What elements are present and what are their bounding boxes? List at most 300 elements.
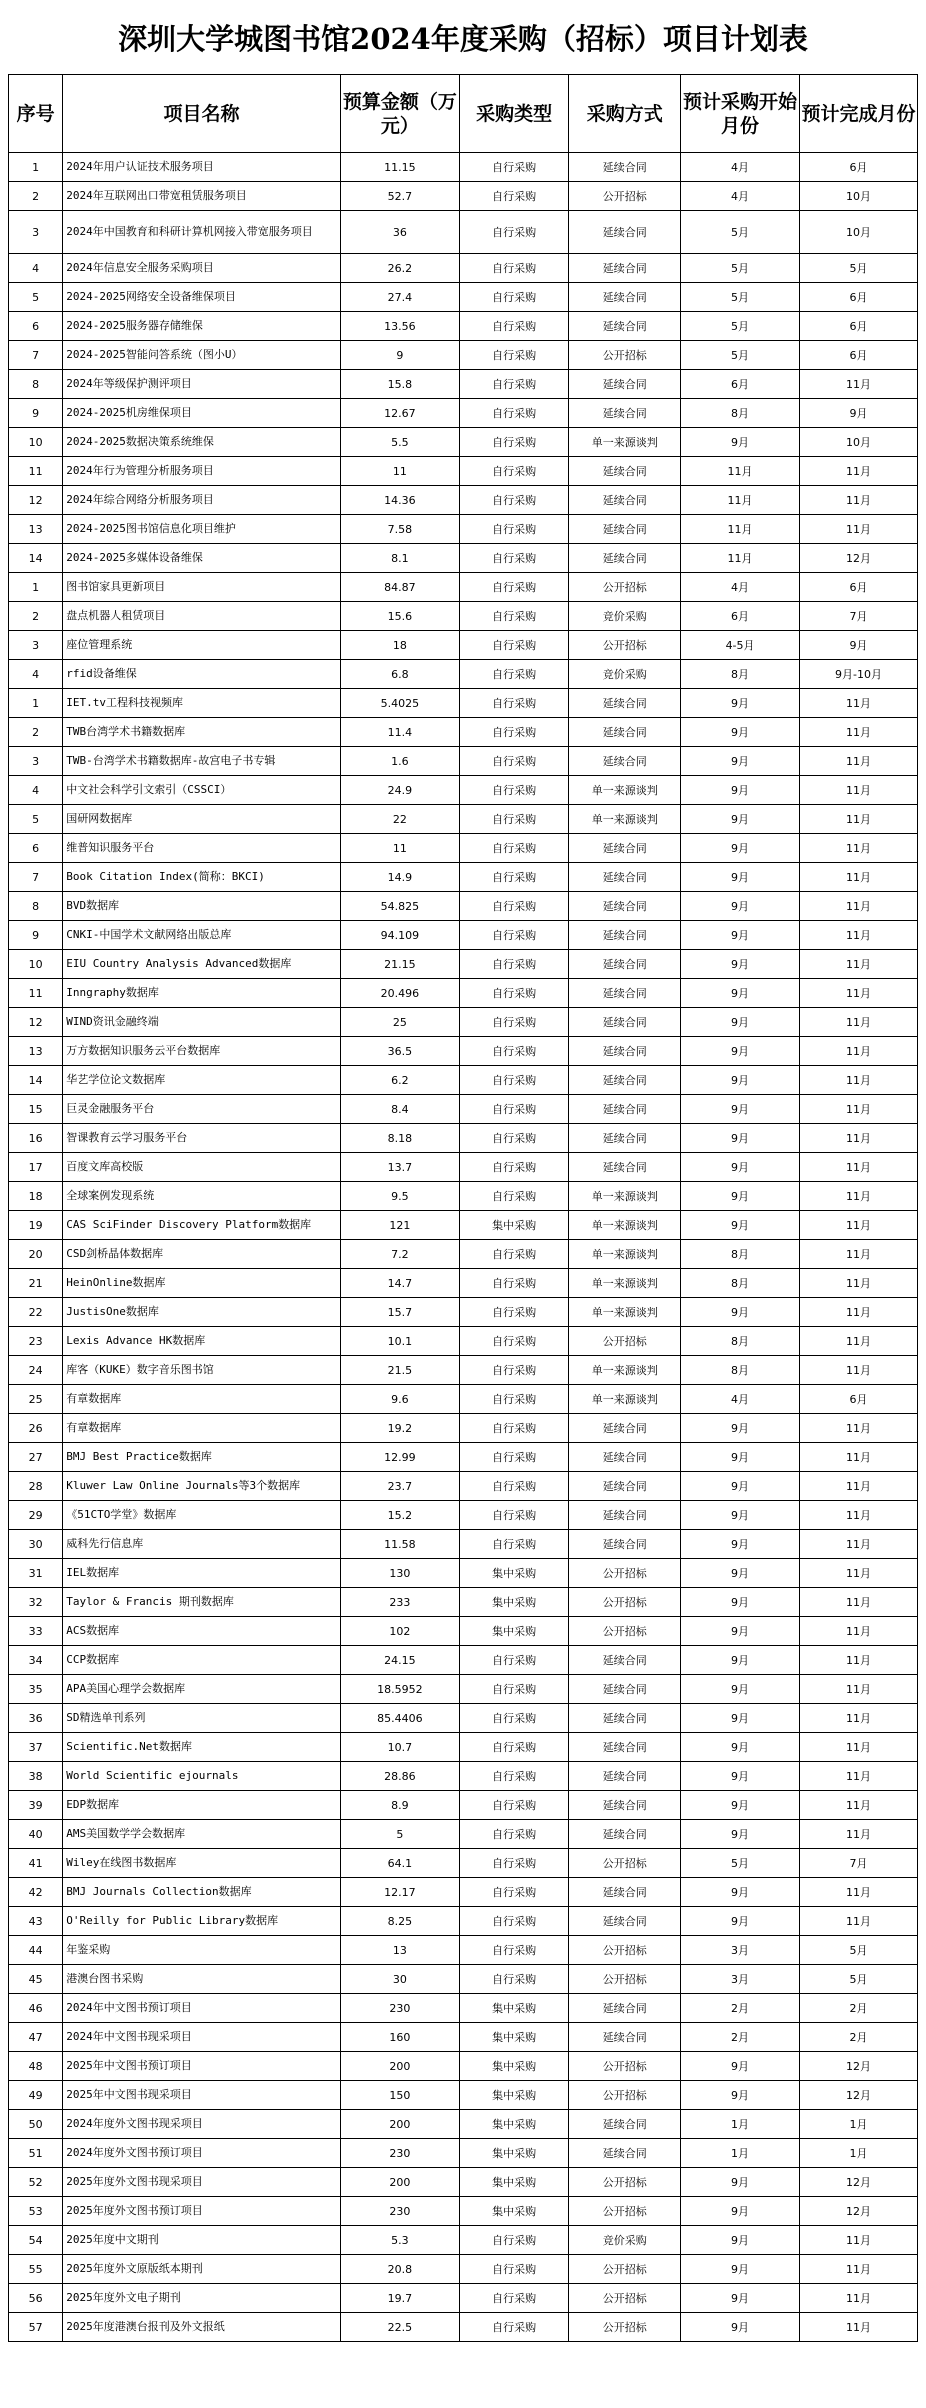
cell-budget: 21.5: [340, 1356, 459, 1385]
cell-name: 华艺学位论文数据库: [63, 1066, 341, 1095]
cell-start: 9月: [681, 1588, 800, 1617]
cell-start: 6月: [681, 370, 800, 399]
cell-type: 自行采购: [459, 1820, 569, 1849]
cell-budget: 230: [340, 1994, 459, 2023]
cell-start: 4-5月: [681, 631, 800, 660]
cell-budget: 13: [340, 1936, 459, 1965]
cell-start: 9月: [681, 834, 800, 863]
cell-start: 3月: [681, 1965, 800, 1994]
cell-name: Inngraphy数据库: [63, 979, 341, 1008]
table-row: [9, 1675, 918, 1704]
cell-num: 22: [9, 1298, 63, 1327]
cell-type: 自行采购: [459, 1037, 569, 1066]
cell-start: 9月: [681, 689, 800, 718]
cell-end: 11月: [800, 2313, 918, 2342]
cell-end: 11月: [800, 1472, 918, 1501]
cell-start: 4月: [681, 573, 800, 602]
cell-start: 5月: [681, 1849, 800, 1878]
cell-type: 集中采购: [459, 2023, 569, 2052]
cell-name: 维普知识服务平台: [63, 834, 341, 863]
cell-method: 延续合同: [569, 1472, 681, 1501]
cell-method: 延续合同: [569, 1791, 681, 1820]
cell-budget: 8.25: [340, 1907, 459, 1936]
cell-end: 2月: [800, 2023, 918, 2052]
cell-num: 2: [9, 182, 63, 211]
cell-name: 2024年信息安全服务采购项目: [63, 254, 341, 283]
cell-start: 9月: [681, 2081, 800, 2110]
cell-start: 8月: [681, 660, 800, 689]
cell-end: 12月: [800, 2052, 918, 2081]
cell-method: 延续合同: [569, 863, 681, 892]
cell-end: 12月: [800, 2197, 918, 2226]
table-row: [9, 2139, 918, 2168]
cell-num: 3: [9, 747, 63, 776]
cell-method: 延续合同: [569, 921, 681, 950]
cell-start: 9月: [681, 2226, 800, 2255]
cell-end: 12月: [800, 2168, 918, 2197]
cell-budget: 8.9: [340, 1791, 459, 1820]
cell-end: 10月: [800, 182, 918, 211]
cell-budget: 36: [340, 211, 459, 254]
table-row: [9, 341, 918, 370]
cell-type: 自行采购: [459, 805, 569, 834]
cell-type: 集中采购: [459, 2081, 569, 2110]
cell-method: 延续合同: [569, 1501, 681, 1530]
cell-type: 自行采购: [459, 602, 569, 631]
table-row: [9, 254, 918, 283]
cell-end: 11月: [800, 892, 918, 921]
table-row: [9, 747, 918, 776]
cell-end: 12月: [800, 544, 918, 573]
table-row: [9, 153, 918, 182]
cell-budget: 54.825: [340, 892, 459, 921]
cell-start: 9月: [681, 1153, 800, 1182]
cell-start: 9月: [681, 1791, 800, 1820]
cell-budget: 10.7: [340, 1733, 459, 1762]
table-row: [9, 834, 918, 863]
cell-budget: 12.17: [340, 1878, 459, 1907]
cell-start: 9月: [681, 1414, 800, 1443]
cell-num: 3: [9, 631, 63, 660]
cell-num: 49: [9, 2081, 63, 2110]
table-row: [9, 399, 918, 428]
cell-budget: 11: [340, 457, 459, 486]
cell-start: 3月: [681, 1936, 800, 1965]
cell-method: 延续合同: [569, 950, 681, 979]
cell-method: 延续合同: [569, 370, 681, 399]
cell-method: 延续合同: [569, 544, 681, 573]
cell-budget: 230: [340, 2139, 459, 2168]
cell-num: 16: [9, 1124, 63, 1153]
cell-name: CNKI-中国学术文献网络出版总库: [63, 921, 341, 950]
cell-budget: 13.56: [340, 312, 459, 341]
cell-method: 延续合同: [569, 1704, 681, 1733]
table-row: [9, 1588, 918, 1617]
cell-start: 9月: [681, 1704, 800, 1733]
table-row: [9, 1443, 918, 1472]
cell-start: 9月: [681, 1820, 800, 1849]
cell-num: 11: [9, 457, 63, 486]
cell-name: CSD剑桥晶体数据库: [63, 1240, 341, 1269]
cell-name: 万方数据知识服务云平台数据库: [63, 1037, 341, 1066]
cell-budget: 12.99: [340, 1443, 459, 1472]
cell-num: 20: [9, 1240, 63, 1269]
cell-name: 2025年中文图书预订项目: [63, 2052, 341, 2081]
table-row: [9, 1820, 918, 1849]
cell-budget: 12.67: [340, 399, 459, 428]
cell-name: 百度文库高校版: [63, 1153, 341, 1182]
cell-name: 2025年度港澳台报刊及外文报纸: [63, 2313, 341, 2342]
cell-method: 公开招标: [569, 1617, 681, 1646]
cell-end: 11月: [800, 1791, 918, 1820]
cell-type: 自行采购: [459, 718, 569, 747]
cell-end: 11月: [800, 1356, 918, 1385]
cell-method: 延续合同: [569, 1994, 681, 2023]
cell-end: 11月: [800, 950, 918, 979]
cell-num: 9: [9, 921, 63, 950]
cell-end: 10月: [800, 428, 918, 457]
cell-method: 延续合同: [569, 1037, 681, 1066]
cell-budget: 7.2: [340, 1240, 459, 1269]
cell-type: 自行采购: [459, 1414, 569, 1443]
cell-budget: 22.5: [340, 2313, 459, 2342]
cell-method: 延续合同: [569, 1443, 681, 1472]
cell-method: 公开招标: [569, 573, 681, 602]
cell-method: 公开招标: [569, 1588, 681, 1617]
cell-method: 延续合同: [569, 254, 681, 283]
cell-num: 1: [9, 573, 63, 602]
table-row: [9, 2313, 918, 2342]
cell-budget: 11: [340, 834, 459, 863]
cell-type: 集中采购: [459, 1211, 569, 1240]
cell-end: 11月: [800, 805, 918, 834]
cell-num: 9: [9, 399, 63, 428]
cell-end: 7月: [800, 1849, 918, 1878]
table-body: [9, 153, 918, 2342]
table-row: [9, 544, 918, 573]
cell-start: 8月: [681, 1327, 800, 1356]
cell-num: 27: [9, 1443, 63, 1472]
cell-end: 11月: [800, 1617, 918, 1646]
cell-type: 自行采购: [459, 1733, 569, 1762]
header-name: 项目名称: [63, 75, 341, 153]
cell-end: 11月: [800, 1124, 918, 1153]
cell-name: ACS数据库: [63, 1617, 341, 1646]
cell-name: EIU Country Analysis Advanced数据库: [63, 950, 341, 979]
cell-type: 自行采购: [459, 182, 569, 211]
cell-type: 自行采购: [459, 1443, 569, 1472]
cell-name: 座位管理系统: [63, 631, 341, 660]
cell-type: 自行采购: [459, 1385, 569, 1414]
cell-type: 自行采购: [459, 747, 569, 776]
cell-start: 9月: [681, 1646, 800, 1675]
cell-end: 9月: [800, 631, 918, 660]
cell-type: 自行采购: [459, 486, 569, 515]
cell-budget: 84.87: [340, 573, 459, 602]
cell-budget: 130: [340, 1559, 459, 1588]
cell-type: 自行采购: [459, 1356, 569, 1385]
table-row: [9, 1153, 918, 1182]
cell-name: AMS美国数学学会数据库: [63, 1820, 341, 1849]
table-row: [9, 863, 918, 892]
cell-type: 集中采购: [459, 1994, 569, 2023]
cell-start: 4月: [681, 1385, 800, 1414]
cell-num: 8: [9, 892, 63, 921]
cell-start: 9月: [681, 863, 800, 892]
cell-method: 延续合同: [569, 892, 681, 921]
table-row: [9, 660, 918, 689]
cell-start: 4月: [681, 153, 800, 182]
table-row: [9, 1008, 918, 1037]
cell-start: 9月: [681, 1907, 800, 1936]
cell-num: 36: [9, 1704, 63, 1733]
cell-budget: 14.7: [340, 1269, 459, 1298]
cell-num: 7: [9, 863, 63, 892]
cell-method: 公开招标: [569, 1849, 681, 1878]
cell-end: 11月: [800, 1095, 918, 1124]
header-method: 采购方式: [569, 75, 681, 153]
cell-num: 55: [9, 2255, 63, 2284]
cell-start: 8月: [681, 1240, 800, 1269]
cell-type: 自行采购: [459, 950, 569, 979]
cell-num: 10: [9, 428, 63, 457]
cell-end: 11月: [800, 1762, 918, 1791]
cell-end: 11月: [800, 1414, 918, 1443]
table-row: [9, 2110, 918, 2139]
cell-name: 中文社会科学引文索引（CSSCI）: [63, 776, 341, 805]
cell-end: 11月: [800, 1530, 918, 1559]
cell-budget: 15.8: [340, 370, 459, 399]
cell-method: 单一来源谈判: [569, 1298, 681, 1327]
cell-type: 集中采购: [459, 2139, 569, 2168]
cell-type: 自行采购: [459, 631, 569, 660]
cell-type: 自行采购: [459, 2284, 569, 2313]
cell-start: 9月: [681, 1617, 800, 1646]
cell-method: 延续合同: [569, 718, 681, 747]
cell-end: 11月: [800, 457, 918, 486]
cell-name: 2025年度外文图书现采项目: [63, 2168, 341, 2197]
cell-start: 9月: [681, 1559, 800, 1588]
cell-budget: 23.7: [340, 1472, 459, 1501]
cell-type: 自行采购: [459, 689, 569, 718]
table-row: [9, 573, 918, 602]
cell-end: 11月: [800, 1269, 918, 1298]
cell-name: World Scientific ejournals: [63, 1762, 341, 1791]
cell-budget: 15.7: [340, 1298, 459, 1327]
cell-type: 自行采购: [459, 544, 569, 573]
cell-method: 延续合同: [569, 1820, 681, 1849]
cell-method: 公开招标: [569, 2284, 681, 2313]
cell-budget: 5.4025: [340, 689, 459, 718]
cell-type: 自行采购: [459, 1501, 569, 1530]
cell-num: 7: [9, 341, 63, 370]
cell-method: 竞价采购: [569, 660, 681, 689]
cell-end: 11月: [800, 863, 918, 892]
cell-num: 1: [9, 689, 63, 718]
cell-end: 11月: [800, 1298, 918, 1327]
cell-num: 21: [9, 1269, 63, 1298]
cell-method: 公开招标: [569, 341, 681, 370]
cell-method: 公开招标: [569, 1327, 681, 1356]
cell-start: 9月: [681, 805, 800, 834]
cell-end: 11月: [800, 689, 918, 718]
cell-start: 11月: [681, 544, 800, 573]
cell-num: 48: [9, 2052, 63, 2081]
cell-budget: 1.6: [340, 747, 459, 776]
cell-num: 12: [9, 486, 63, 515]
cell-name: 2024年度外文图书预订项目: [63, 2139, 341, 2168]
cell-name: 有章数据库: [63, 1385, 341, 1414]
cell-name: TWB台湾学术书籍数据库: [63, 718, 341, 747]
cell-start: 9月: [681, 776, 800, 805]
cell-type: 自行采购: [459, 1965, 569, 1994]
cell-method: 延续合同: [569, 457, 681, 486]
table-row: [9, 1617, 918, 1646]
table-row: [9, 1849, 918, 1878]
table-row: [9, 1066, 918, 1095]
cell-method: 公开招标: [569, 1965, 681, 1994]
cell-type: 自行采购: [459, 370, 569, 399]
cell-num: 44: [9, 1936, 63, 1965]
cell-start: 9月: [681, 1733, 800, 1762]
cell-type: 自行采购: [459, 2255, 569, 2284]
cell-end: 11月: [800, 979, 918, 1008]
cell-start: 8月: [681, 399, 800, 428]
cell-name: 盘点机器人租赁项目: [63, 602, 341, 631]
cell-type: 自行采购: [459, 515, 569, 544]
cell-end: 6月: [800, 283, 918, 312]
cell-type: 自行采购: [459, 921, 569, 950]
table-row: [9, 211, 918, 254]
cell-method: 延续合同: [569, 1907, 681, 1936]
cell-num: 6: [9, 312, 63, 341]
header-start: 预计采购开始月份: [681, 75, 800, 153]
cell-num: 33: [9, 1617, 63, 1646]
cell-start: 9月: [681, 1443, 800, 1472]
table-row: [9, 2168, 918, 2197]
cell-end: 11月: [800, 1037, 918, 1066]
cell-type: 自行采购: [459, 1182, 569, 1211]
cell-type: 自行采购: [459, 660, 569, 689]
cell-num: 23: [9, 1327, 63, 1356]
cell-name: 2024年互联网出口带宽租赁服务项目: [63, 182, 341, 211]
cell-method: 延续合同: [569, 1733, 681, 1762]
table-row: [9, 1559, 918, 1588]
cell-budget: 6.2: [340, 1066, 459, 1095]
cell-type: 自行采购: [459, 573, 569, 602]
cell-name: 国研网数据库: [63, 805, 341, 834]
cell-type: 自行采购: [459, 1008, 569, 1037]
cell-budget: 14.9: [340, 863, 459, 892]
cell-type: 自行采购: [459, 834, 569, 863]
cell-num: 19: [9, 1211, 63, 1240]
cell-budget: 14.36: [340, 486, 459, 515]
table-row: [9, 1501, 918, 1530]
cell-budget: 30: [340, 1965, 459, 1994]
cell-type: 集中采购: [459, 2052, 569, 2081]
cell-end: 11月: [800, 1240, 918, 1269]
table-row: [9, 689, 918, 718]
cell-type: 自行采购: [459, 1240, 569, 1269]
cell-type: 集中采购: [459, 1617, 569, 1646]
cell-method: 公开招标: [569, 2081, 681, 2110]
cell-name: 巨灵金融服务平台: [63, 1095, 341, 1124]
cell-start: 9月: [681, 1182, 800, 1211]
cell-type: 自行采购: [459, 1530, 569, 1559]
cell-start: 9月: [681, 1530, 800, 1559]
cell-end: 5月: [800, 1965, 918, 1994]
table-row: [9, 1907, 918, 1936]
table-row: [9, 2284, 918, 2313]
table-row: [9, 457, 918, 486]
cell-method: 公开招标: [569, 2052, 681, 2081]
cell-name: 2024-2025机房维保项目: [63, 399, 341, 428]
table-row: [9, 1965, 918, 1994]
cell-method: 延续合同: [569, 1095, 681, 1124]
cell-end: 10月: [800, 211, 918, 254]
cell-num: 39: [9, 1791, 63, 1820]
cell-name: 2024年用户认证技术服务项目: [63, 153, 341, 182]
cell-name: 2025年中文图书现采项目: [63, 2081, 341, 2110]
cell-budget: 21.15: [340, 950, 459, 979]
cell-budget: 24.15: [340, 1646, 459, 1675]
cell-num: 2: [9, 718, 63, 747]
table-row: [9, 1530, 918, 1559]
cell-budget: 11.4: [340, 718, 459, 747]
cell-num: 43: [9, 1907, 63, 1936]
cell-name: rfid设备维保: [63, 660, 341, 689]
header-budget: 预算金额（万元）: [340, 75, 459, 153]
cell-num: 40: [9, 1820, 63, 1849]
cell-start: 9月: [681, 2052, 800, 2081]
cell-name: Kluwer Law Online Journals等3个数据库: [63, 1472, 341, 1501]
cell-budget: 9.5: [340, 1182, 459, 1211]
cell-end: 6月: [800, 312, 918, 341]
cell-name: EDP数据库: [63, 1791, 341, 1820]
table-row: [9, 631, 918, 660]
cell-type: 自行采购: [459, 776, 569, 805]
cell-num: 14: [9, 1066, 63, 1095]
cell-type: 自行采购: [459, 1298, 569, 1327]
cell-end: 11月: [800, 1327, 918, 1356]
cell-method: 延续合同: [569, 486, 681, 515]
cell-num: 11: [9, 979, 63, 1008]
cell-start: 9月: [681, 921, 800, 950]
table-row: [9, 979, 918, 1008]
cell-name: APA美国心理学会数据库: [63, 1675, 341, 1704]
table-row: [9, 2081, 918, 2110]
cell-budget: 230: [340, 2197, 459, 2226]
table-row: [9, 182, 918, 211]
cell-name: TWB-台湾学术书籍数据库-故宫电子书专辑: [63, 747, 341, 776]
cell-end: 6月: [800, 153, 918, 182]
cell-method: 延续合同: [569, 283, 681, 312]
cell-method: 单一来源谈判: [569, 1182, 681, 1211]
cell-type: 集中采购: [459, 2110, 569, 2139]
table-row: [9, 283, 918, 312]
table-row: [9, 486, 918, 515]
cell-name: 2024-2025数据决策系统维保: [63, 428, 341, 457]
cell-start: 9月: [681, 892, 800, 921]
cell-end: 11月: [800, 718, 918, 747]
cell-budget: 200: [340, 2168, 459, 2197]
table-row: [9, 428, 918, 457]
cell-type: 自行采购: [459, 1095, 569, 1124]
cell-name: IEL数据库: [63, 1559, 341, 1588]
cell-budget: 160: [340, 2023, 459, 2052]
cell-name: 2025年度中文期刊: [63, 2226, 341, 2255]
cell-budget: 20.8: [340, 2255, 459, 2284]
